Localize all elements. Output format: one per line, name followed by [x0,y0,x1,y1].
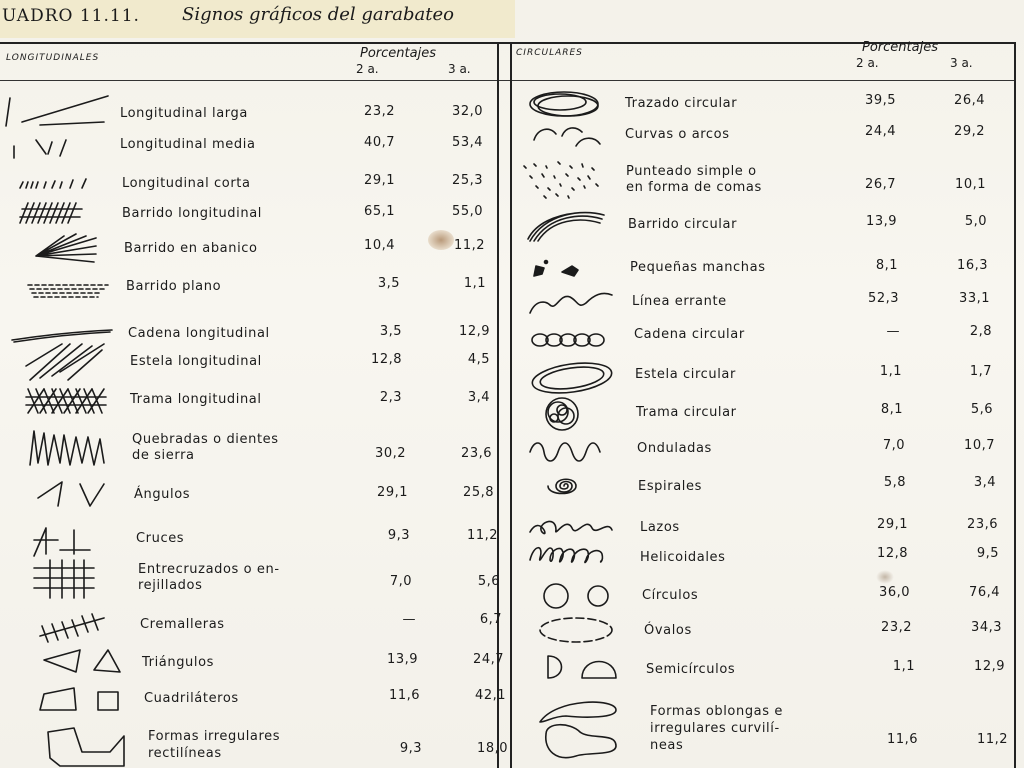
value-3a: 18,0 [477,741,508,756]
circles-icon [516,578,626,612]
circular-tracing-icon [516,88,616,124]
longitudinal-wake-icon [0,340,115,385]
value-2a: 26,7 [865,177,896,192]
longitudinal-short-stroke-icon [0,172,115,196]
row-label: Longitudinal larga [120,106,248,121]
row-label: Óvalos [644,623,692,638]
value-3a: 23,6 [461,446,492,461]
value-2a: 1,1 [879,364,902,379]
table-title: Signos gráficos del garabateo [182,4,454,25]
row-label: Barrido en abanico [124,241,258,256]
value-3a: 33,1 [959,291,990,306]
row-label: Entrecruzados o en- [138,562,280,577]
row-label: Lazos [640,520,680,535]
zigzag-saw-icon [0,425,115,473]
triangles-icon [0,646,115,676]
value-2a: 12,8 [877,546,908,561]
row-label: Cruces [136,531,185,546]
value-2a: 7,0 [389,574,412,589]
row-label: Línea errante [632,294,727,309]
value-2a: 29,1 [877,517,908,532]
value-2a: 3,5 [377,276,400,291]
row-label: Círculos [642,588,699,603]
oblong-irregular-curvilinear-icon [516,692,626,764]
value-2a: 9,3 [399,741,422,756]
value-2a: — [402,612,416,627]
circular-chain-icon [516,326,616,352]
row-label-cont: irregulares curvilí- [650,721,780,736]
value-2a: 2,3 [379,390,402,405]
spiral-icon [516,468,616,504]
row-label: Trama circular [636,405,737,420]
angles-icon [0,476,115,512]
crosses-icon [0,522,115,558]
value-2a: 8,1 [880,402,903,417]
value-3a: 10,1 [955,177,986,192]
value-2a: 23,2 [881,620,912,635]
value-2a: 12,8 [371,352,402,367]
value-2a: 23,2 [364,104,395,119]
circular-sweep-icon [516,205,616,245]
row-label-cont: de sierra [132,448,195,463]
row-label: Formas oblongas e [650,704,783,719]
value-2a: — [886,324,900,339]
value-2a: 65,1 [364,204,395,219]
value-3a: 3,4 [467,390,490,405]
value-3a: 26,4 [954,93,985,108]
value-2a: 10,4 [364,238,395,253]
row-label: Pequeñas manchas [630,260,766,275]
lattice-icon [0,556,115,600]
paper-stain [428,230,454,250]
value-3a: 34,3 [971,620,1002,635]
row-label: Semicírculos [646,662,736,677]
longitudinal-long-stroke-icon [0,92,115,132]
irregular-rectilinear-icon [0,722,130,768]
value-3a: 32,0 [452,104,483,119]
row-label: Espirales [638,479,702,494]
value-3a: 1,7 [969,364,992,379]
value-3a: 6,7 [479,612,502,627]
row-label: Barrido circular [628,217,738,232]
flat-sweep-icon [0,275,115,301]
row-label: Triángulos [142,655,215,670]
right-border [1014,42,1016,768]
value-3a: 5,0 [964,214,987,229]
value-3a: 24,7 [473,652,504,667]
row-label-cont: en forma de comas [626,180,762,195]
left-col-3a: 3 a. [448,62,471,76]
value-3a: 4,5 [467,352,490,367]
paper-stain [876,570,894,584]
longitudinal-medium-stroke-icon [0,132,115,162]
row-label-cont: rejillados [138,578,203,593]
row-label: Longitudinal media [120,137,256,152]
row-label: Trama longitudinal [130,392,262,407]
value-3a: 53,4 [452,135,483,150]
row-label: Estela circular [635,367,736,382]
value-2a: 9,3 [387,528,410,543]
value-2a: 39,5 [865,93,896,108]
right-percent-header: Porcentajes [862,40,938,55]
value-3a: 29,2 [954,124,985,139]
longitudinal-mesh-icon [0,383,115,419]
row-label: Onduladas [637,441,712,456]
left-col-2a: 2 a. [356,62,379,76]
column-divider [510,42,512,768]
value-3a: 25,3 [452,173,483,188]
value-3a: 11,2 [467,528,498,543]
right-col-3a: 3 a. [950,56,973,70]
zipper-icon [0,610,115,644]
row-label: Ángulos [134,487,191,502]
row-label: Cadena longitudinal [128,326,270,341]
value-3a: 55,0 [452,204,483,219]
value-2a: 13,9 [866,214,897,229]
value-3a: 10,7 [964,438,995,453]
row-label: Barrido longitudinal [122,206,262,221]
value-2a: 11,6 [887,732,918,747]
row-label: Formas irregulares [148,729,281,744]
value-2a: 29,1 [364,173,395,188]
value-2a: 1,1 [892,659,915,674]
value-2a: 8,1 [875,258,898,273]
circular-wake-icon [516,360,621,400]
row-label: Barrido plano [126,279,222,294]
value-2a: 52,3 [868,291,899,306]
row-label: Cadena circular [634,327,745,342]
value-3a: 5,6 [477,574,500,589]
wandering-line-icon [516,283,626,323]
helicoidal-icon [516,540,621,570]
value-3a: 11,2 [977,732,1008,747]
section-title-circulares: CIRCULARES [516,48,583,58]
value-2a: 24,4 [865,124,896,139]
left-percent-header: Porcentajes [360,46,436,61]
value-3a: 23,6 [967,517,998,532]
value-3a: 12,9 [974,659,1005,674]
value-2a: 5,8 [883,475,906,490]
row-label: Quebradas o dientes [132,432,279,447]
value-2a: 40,7 [364,135,395,150]
value-3a: 12,9 [459,324,490,339]
dotted-commas-icon [516,156,616,200]
ovals-icon [516,612,626,646]
undulating-icon [516,436,626,464]
row-label: Cuadriláteros [144,691,239,706]
value-3a: 25,8 [463,485,494,500]
value-3a: 76,4 [969,585,1000,600]
row-label-cont: neas [650,738,684,753]
loops-icon [516,510,621,542]
row-label-cont: rectilíneas [148,746,222,761]
curves-arcs-icon [516,122,616,152]
row-label: Curvas o arcos [625,127,730,142]
value-2a: 13,9 [387,652,418,667]
semicircles-icon [516,650,626,684]
value-3a: 1,1 [463,276,486,291]
row-label: Longitudinal corta [122,176,251,191]
small-blots-icon [516,254,616,284]
fan-sweep-icon [0,232,115,262]
row-label: Helicoidales [640,550,726,565]
row-label: Estela longitudinal [130,354,262,369]
value-3a: 16,3 [957,258,988,273]
value-3a: 11,2 [454,238,485,253]
row-label: Punteado simple o [626,164,757,179]
table-number: UADRO 11.11. [2,6,140,26]
longitudinal-sweep-icon [0,197,115,227]
circular-mesh-icon [516,398,616,434]
value-2a: 3,5 [379,324,402,339]
right-col-2a: 2 a. [856,56,879,70]
value-3a: 9,5 [976,546,999,561]
section-title-longitudinales: LONGITUDINALES [6,53,100,63]
value-3a: 2,8 [969,324,992,339]
value-3a: 42,1 [475,688,506,703]
row-label: Trazado circular [625,96,738,111]
row-label: Cremalleras [140,617,225,632]
value-2a: 29,1 [377,485,408,500]
value-3a: 3,4 [973,475,996,490]
quadrilaterals-icon [0,682,115,716]
value-2a: 36,0 [879,585,910,600]
value-3a: 5,6 [970,402,993,417]
value-2a: 11,6 [389,688,420,703]
header-rule [0,80,1014,81]
value-2a: 7,0 [882,438,905,453]
value-2a: 30,2 [375,446,406,461]
